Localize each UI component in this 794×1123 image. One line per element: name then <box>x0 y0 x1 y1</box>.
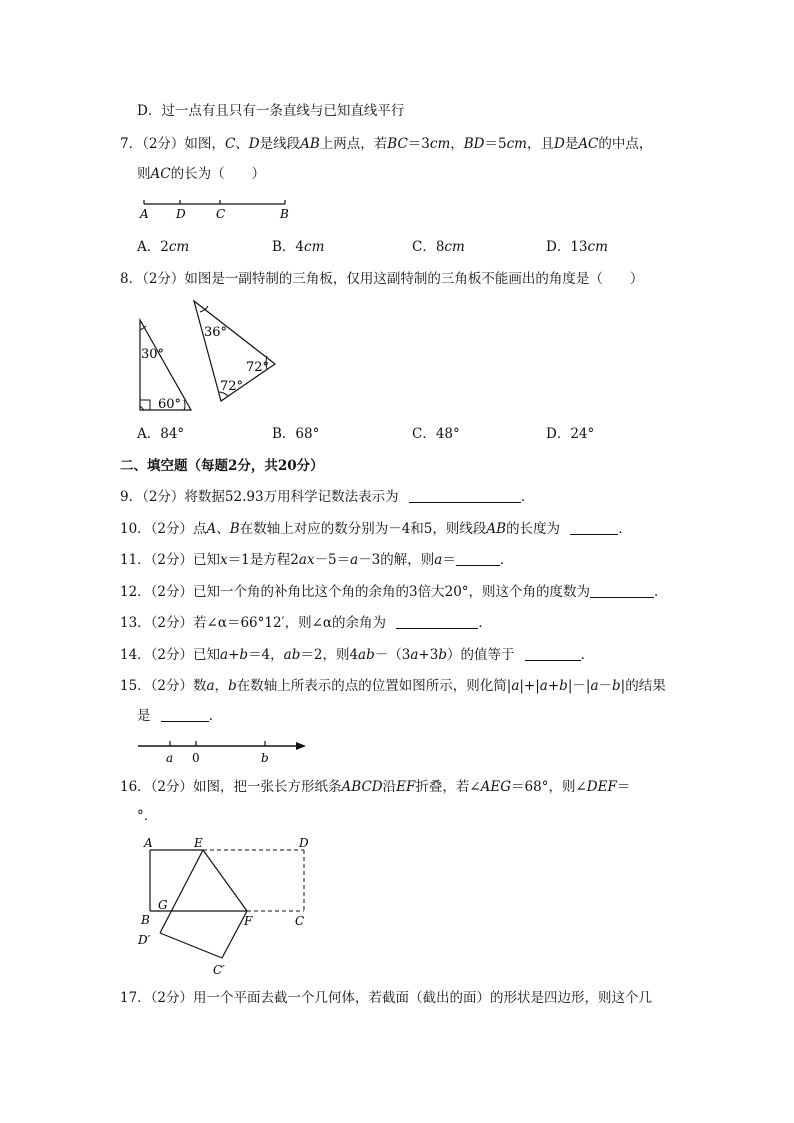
q7-option-unit: cm <box>304 239 325 255</box>
q11 <box>120 551 513 569</box>
edge-ed-prime <box>160 850 203 933</box>
q15-text: b <box>559 678 568 694</box>
q7-option-unit: cm <box>587 239 608 255</box>
label-b: b <box>261 751 269 765</box>
label-d: D <box>176 207 186 221</box>
label-0: 0 <box>192 751 200 765</box>
q15-line1 <box>120 677 666 695</box>
q14-end: ． <box>580 647 595 663</box>
q15-text: |的结果 <box>620 678 666 694</box>
q7-text: BC <box>387 136 408 152</box>
label-d: D <box>299 836 309 850</box>
q12-end: ． <box>654 584 668 600</box>
q11-text: ＝ <box>442 552 456 568</box>
q7-text: BD <box>463 136 485 152</box>
q7-text: ， <box>450 136 464 152</box>
q16-text: ABCD <box>341 779 383 795</box>
q15-text: a <box>539 678 548 694</box>
fold-line-ef <box>203 850 247 911</box>
q13 <box>120 614 492 632</box>
q13-end: ． <box>478 615 492 631</box>
q8-text: 8．（2分）如图是一副特制的三角板，仅用这副特制的三角板不能画出的角度是（ ） <box>120 271 644 287</box>
q7-option-text: A．2 <box>137 239 169 255</box>
q8-triangles-figure <box>134 298 284 416</box>
q10-answer-blank[interactable] <box>570 520 618 535</box>
q15-text: + <box>547 678 560 694</box>
q9-text: 9．（2分）将数据52.93万用科学记数法表示为 <box>120 489 399 505</box>
q7-option-unit: cm <box>444 239 465 255</box>
q8-option-b[interactable]: B．68° <box>272 426 320 442</box>
q7-line1 <box>120 135 652 153</box>
q15-text: － <box>598 678 612 694</box>
q16-line2 <box>137 807 157 825</box>
q7-text: 是 <box>564 136 579 152</box>
q7-text: D <box>553 136 565 152</box>
q7-text: AC <box>150 166 171 182</box>
triangle-mark <box>140 406 144 410</box>
q11-end: ． <box>499 552 514 568</box>
q15-line2 <box>137 707 222 725</box>
q14-text: －（3 <box>374 647 411 663</box>
label-d-prime: D′ <box>138 933 151 947</box>
q16-text: ＝ <box>616 779 631 795</box>
q14-text: ＝4， <box>248 647 284 663</box>
q12-answer-blank[interactable] <box>590 583 654 598</box>
q16-line1 <box>120 778 630 796</box>
q14-text: ab <box>283 647 301 663</box>
q14-text: b <box>438 647 447 663</box>
q12 <box>120 583 668 601</box>
axis-arrow <box>296 742 306 750</box>
label-a: A <box>140 207 149 221</box>
q7-text: AB <box>300 136 320 152</box>
q15-text: a <box>590 678 599 694</box>
q9-end: ． <box>520 489 535 505</box>
q14-text: ab <box>358 647 375 663</box>
angle-label-72a: 72° <box>246 360 270 375</box>
q7-text: ＝3 <box>407 136 430 152</box>
q9-answer-blank[interactable] <box>409 488 521 503</box>
label-b: B <box>141 913 150 927</box>
q6-option-d: D．过一点有且只有一条直线与已知直线平行 <box>137 103 405 119</box>
q7-text: AC <box>578 136 599 152</box>
q14-text: 14．（2分）已知 <box>120 647 221 663</box>
edge-dprime-cprime <box>160 933 222 958</box>
q15-text: a <box>206 678 215 694</box>
angle-label-72b: 72° <box>220 379 244 394</box>
q15-text: |－| <box>567 678 591 694</box>
label-e: E <box>194 836 203 850</box>
q7-segment-figure <box>136 192 296 222</box>
q7-text: ＝5 <box>484 136 507 152</box>
q15-text: 是 <box>137 708 151 724</box>
q11-text: x <box>220 552 228 568</box>
q7-text: 7．（2分）如图， <box>120 136 225 152</box>
q11-answer-blank[interactable] <box>456 551 500 566</box>
q10-text: 、 <box>216 521 230 537</box>
q7-text: 是线段 <box>259 136 301 152</box>
label-a: a <box>166 751 174 765</box>
q16-text: AEG <box>480 779 512 795</box>
q14-text: a <box>220 647 229 663</box>
q16-text: 16．（2分）如图，把一张长方形纸条 <box>120 779 342 795</box>
q16-text: 折叠，若∠ <box>415 779 481 795</box>
q11-text: a <box>350 552 359 568</box>
q16-text: EF <box>396 779 416 795</box>
q10-text: 的长度为 <box>506 521 561 537</box>
q16-text: 沿 <box>382 779 397 795</box>
q15-text: b <box>612 678 621 694</box>
q8-option-d[interactable]: D．24° <box>546 426 595 442</box>
q11-text: ＝1是方程2 <box>227 552 299 568</box>
q8-option-a[interactable]: A．84° <box>137 426 185 442</box>
q7-text: D <box>248 136 260 152</box>
q12-text: 12．（2分）已知一个角的补角比这个角的余角的3倍大20°，则这个角的度数为 <box>120 584 591 600</box>
q10-text: AB <box>486 521 507 537</box>
q15-text: 15．（2分）数 <box>120 678 207 694</box>
q7-option-b[interactable] <box>272 238 324 256</box>
q9 <box>120 488 534 506</box>
q7-option-a[interactable] <box>137 238 189 256</box>
q10-text: 10．（2分）点 <box>120 521 207 537</box>
q14-text: ）的值等于 <box>446 647 515 663</box>
q7-text: C <box>224 136 236 152</box>
q10-text: B <box>229 521 240 537</box>
q7-text: 、 <box>235 136 249 152</box>
q10-end: ． <box>618 521 632 537</box>
q14 <box>120 646 594 664</box>
q7-line2 <box>137 165 265 183</box>
q10 <box>120 520 632 538</box>
label-c: C <box>295 914 305 928</box>
q7-text: cm <box>506 136 527 152</box>
q11-text: a <box>434 552 443 568</box>
q13-answer-blank[interactable] <box>396 614 478 629</box>
q7-text: 上两点，若 <box>319 136 388 152</box>
q7-option-c[interactable] <box>412 238 465 256</box>
label-g: G <box>158 898 168 912</box>
q7-option-text: C．8 <box>412 239 445 255</box>
q15-text: ， <box>214 678 229 694</box>
q15-answer-blank[interactable] <box>161 707 209 722</box>
q11-text: －5＝ <box>314 552 351 568</box>
label-c: C <box>216 207 226 221</box>
q7-option-d[interactable] <box>546 238 608 256</box>
q7-text: 的长为（ ） <box>170 166 266 182</box>
q14-answer-blank[interactable] <box>525 646 581 661</box>
q7-option-text: B．4 <box>272 239 305 255</box>
q15-text: b <box>228 678 237 694</box>
q7-text: 则 <box>137 166 151 182</box>
q14-text: b <box>239 647 249 663</box>
q14-text: + <box>228 647 240 663</box>
q11-text: 11．（2分）已知 <box>120 552 221 568</box>
q10-text: 在数轴上对应的数分别为－4和5，则线段 <box>239 521 487 537</box>
q14-text: a <box>410 647 419 663</box>
q16-fold-figure <box>134 834 320 982</box>
q7-option-unit: cm <box>168 239 190 255</box>
q16-text: °． <box>137 808 158 824</box>
q7-text: ，且 <box>526 136 554 152</box>
angle-label-36: 36° <box>204 325 228 340</box>
label-f: F <box>244 914 253 928</box>
q11-text: －3的解，则 <box>358 552 435 568</box>
q11-text: ax <box>298 552 315 568</box>
q15-text: a <box>511 678 520 694</box>
q13-text: 13．（2分）若∠α＝66°12′，则∠α的余角为 <box>120 615 387 631</box>
right-angle-mark <box>140 400 150 410</box>
q7-text: cm <box>429 136 451 152</box>
q16-text: DEF <box>586 779 617 795</box>
q15-text: 在数轴上所表示的点的位置如图所示，则化简| <box>236 678 512 694</box>
section-title: 二、填空题（每题2分，共20分） <box>120 458 324 474</box>
q15-text: |+| <box>519 678 540 694</box>
label-a: A <box>144 836 153 850</box>
q7-option-text: D．13 <box>546 239 588 255</box>
angle-label-60: 60° <box>158 397 182 412</box>
label-b: B <box>280 207 289 221</box>
label-c-prime: C′ <box>213 963 225 977</box>
q14-text: ＝2，则4 <box>300 647 359 663</box>
q15-number-line <box>136 736 312 766</box>
q10-text: A <box>206 521 217 537</box>
q8-option-c[interactable]: C．48° <box>412 426 460 442</box>
q17-text: 17．（2分）用一个平面去截一个几何体，若截面（截出的面）的形状是四边形，则这个几 <box>120 990 653 1006</box>
q14-text: +3 <box>418 647 439 663</box>
angle-label-30: 30° <box>141 347 165 362</box>
q15-end: ． <box>208 708 223 724</box>
q7-text: 的中点， <box>598 136 653 152</box>
angle-arc-60 <box>184 400 185 410</box>
q16-text: ＝68°，则∠ <box>511 779 587 795</box>
